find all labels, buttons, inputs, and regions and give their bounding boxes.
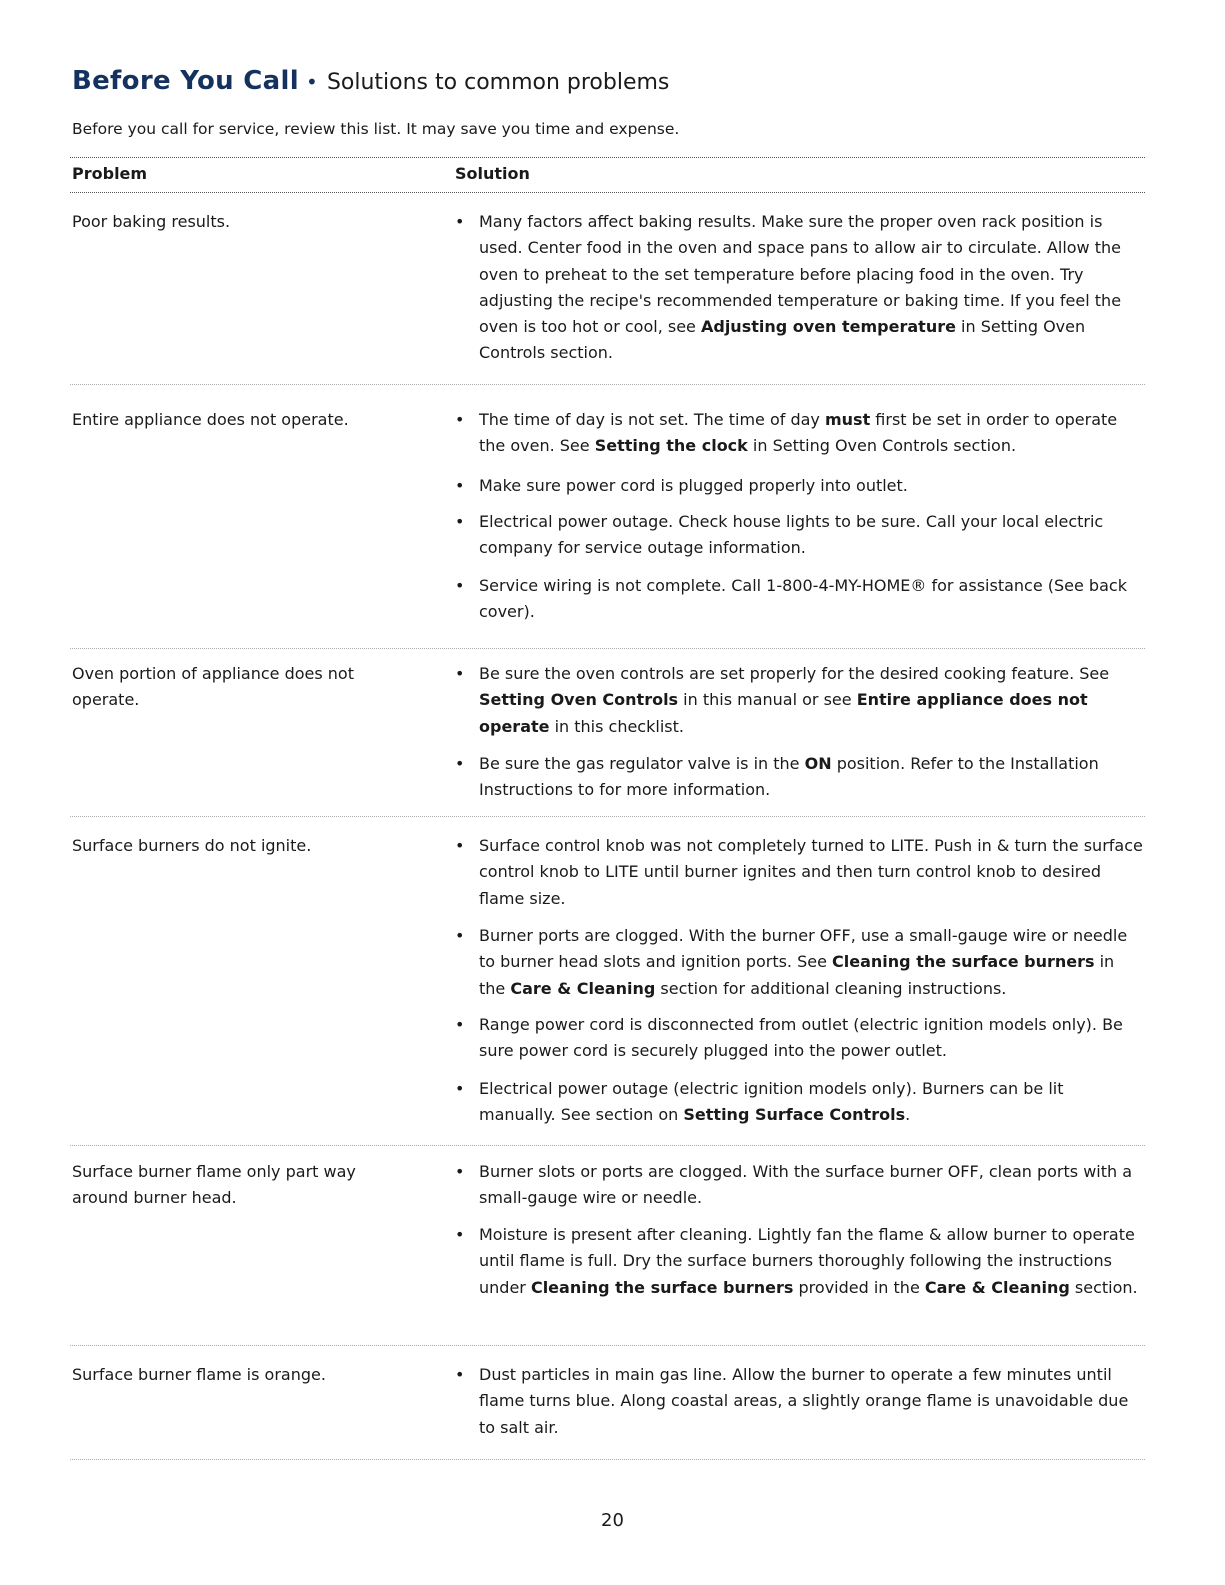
bullet-icon: • xyxy=(455,1015,465,1034)
column-header-problem: Problem xyxy=(72,164,148,183)
row-separator xyxy=(70,1459,1145,1460)
page-title xyxy=(72,66,669,96)
problem-cell: Surface burner flame is orange. xyxy=(72,1365,326,1384)
bullet-icon: • xyxy=(455,836,465,855)
bullet-icon: • xyxy=(455,576,465,595)
problem-cell: Entire appliance does not operate. xyxy=(72,410,349,429)
solution-item: Many factors affect baking results. Make sure the proper oven rack position is used. Center food in the oven and space pans to allow air to circulate. Allow the oven to preheat to the set temperature before placing food in the oven. Try adjusting the recipe's recommended temperature or baking time. If you feel the oven is too hot or cool, see Adjusting oven temperature in Setting Oven Controls section. xyxy=(479,212,1122,363)
header-bottom-rule xyxy=(70,192,1145,193)
problem-cell: Oven portion of appliance does not operate. xyxy=(72,664,354,709)
table-top-rule xyxy=(70,157,1145,158)
bullet-icon: • xyxy=(455,1079,465,1098)
solution-item: Dust particles in main gas line. Allow the burner to operate a few minutes until flame turns blue. Along coastal areas, a slightly orange flame is unavoidable due to salt air. xyxy=(479,1365,1129,1437)
bullet-icon: • xyxy=(455,926,465,945)
solution-item: Electrical power outage (electric ignition models only). Burners can be lit manually. See section on Setting Surface Controls. xyxy=(479,1079,1064,1125)
solution-item: Burner ports are clogged. With the burner OFF, use a small-gauge wire or needle to burner head slots and ignition ports. See Cleaning the surface burners in the Care & Cleaning section for additional cleaning instructions. xyxy=(479,926,1128,998)
solution-item: Moisture is present after cleaning. Lightly fan the flame & allow burner to operate until flame is full. Dry the surface burners thoroughly following the instructions under Cleaning the surface burners provided in the Care & Cleaning section. xyxy=(479,1225,1138,1297)
solution-item: Burner slots or ports are clogged. With the surface burner OFF, clean ports with a small-gauge wire or needle. xyxy=(479,1162,1133,1208)
problem-cell: Surface burner flame only part way around burner head. xyxy=(72,1162,356,1207)
solution-item: Be sure the gas regulator valve is in the ON position. Refer to the Installation Instructions to for more information. xyxy=(479,754,1099,800)
bullet-icon: • xyxy=(455,664,465,683)
row-separator xyxy=(70,648,1145,649)
problem-cell: Surface burners do not ignite. xyxy=(72,836,312,855)
solution-item: Be sure the oven controls are set properly for the desired cooking feature. See Setting Oven Controls in this manual or see Entire appliance does not operate in this checklist. xyxy=(479,664,1110,736)
title-bold: Before You Call xyxy=(72,66,299,96)
bullet-icon: • xyxy=(455,754,465,773)
bullet-icon: • xyxy=(455,410,465,429)
problem-cell: Poor baking results. xyxy=(72,212,231,231)
row-separator xyxy=(70,384,1145,385)
bullet-icon: • xyxy=(455,212,465,231)
intro-text: Before you call for service, review this list. It may save you time and expense. xyxy=(72,120,680,138)
solution-item: The time of day is not set. The time of day must first be set in order to operate the oven. See Setting the clock in Setting Oven Controls section. xyxy=(479,410,1118,456)
page-number: 20 xyxy=(601,1510,624,1531)
column-header-solution: Solution xyxy=(455,164,530,183)
row-separator xyxy=(70,816,1145,817)
row-separator xyxy=(70,1345,1145,1346)
solution-item: Electrical power outage. Check house lights to be sure. Call your local electric company for service outage information. xyxy=(479,512,1104,558)
title-separator: • xyxy=(306,70,318,94)
title-subtitle: Solutions to common problems xyxy=(326,70,670,95)
bullet-icon: • xyxy=(455,1162,465,1181)
solution-item: Make sure power cord is plugged properly into outlet. xyxy=(479,476,908,495)
bullet-icon: • xyxy=(455,1225,465,1244)
bullet-icon: • xyxy=(455,512,465,531)
solution-item: Service wiring is not complete. Call 1-800-4-MY-HOME® for assistance (See back cover). xyxy=(479,576,1127,622)
row-separator xyxy=(70,1145,1145,1146)
solution-item: Surface control knob was not completely turned to LITE. Push in & turn the surface control knob to LITE until burner ignites and then turn control knob to desired flame size. xyxy=(479,836,1143,908)
bullet-icon: • xyxy=(455,1365,465,1384)
bullet-icon: • xyxy=(455,476,465,495)
solution-item: Range power cord is disconnected from outlet (electric ignition models only). Be sure power cord is securely plugged into the power outlet. xyxy=(479,1015,1123,1061)
